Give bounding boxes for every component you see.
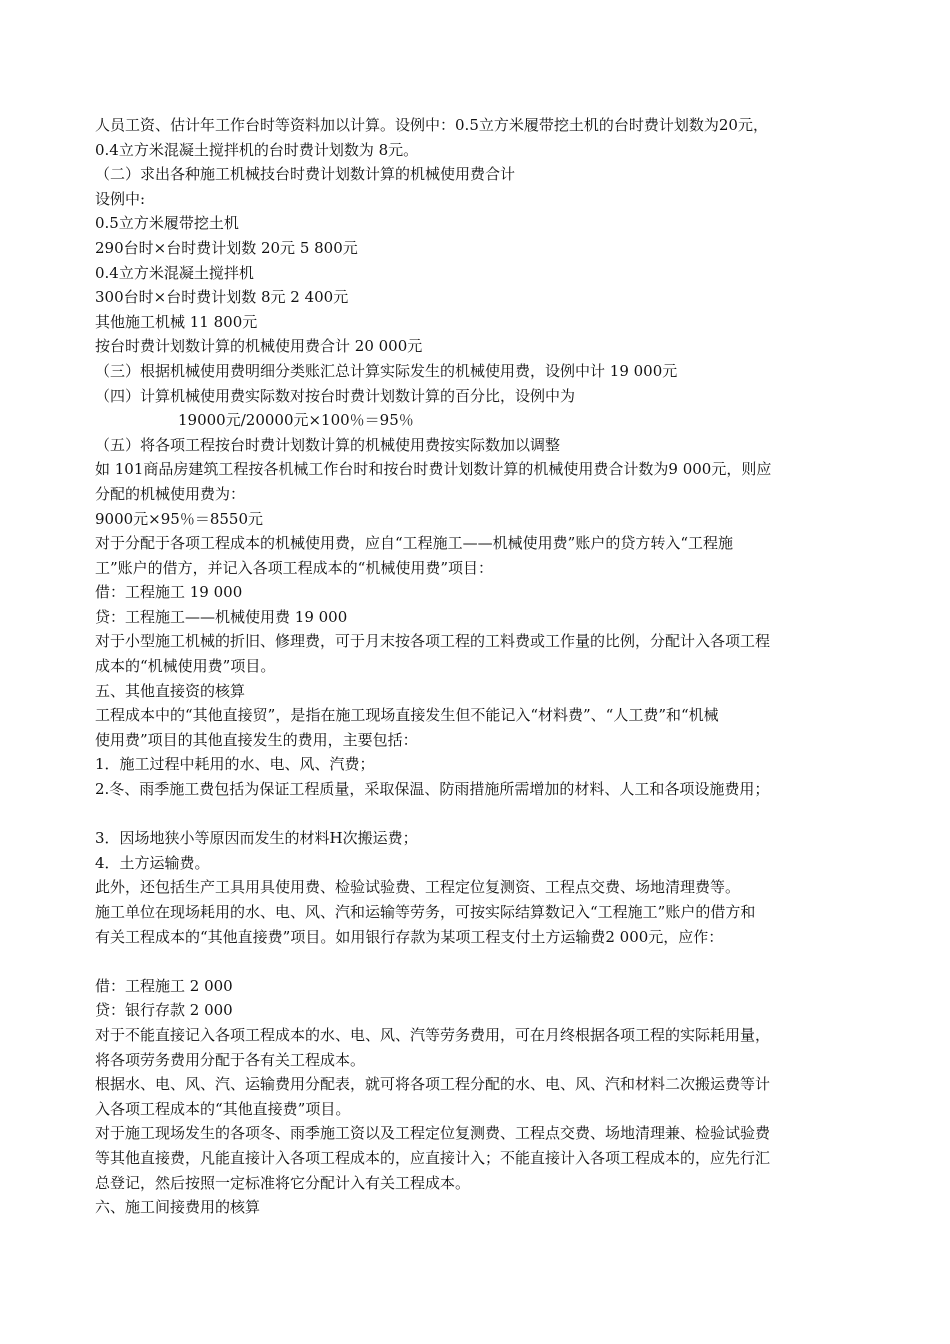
text-line: 对于分配于各项工程成本的机械使用费，应自“工程施工——机械使用费”账户的贷方转入“工程施 xyxy=(95,534,734,553)
journal-entry-line: 贷：工程施工——机械使用费 19 000 xyxy=(95,607,348,626)
text-line: 0.4立方米混凝土搅拌机 xyxy=(95,263,254,282)
text-line: 将各项劳务费用分配于各有关工程成本。 xyxy=(95,1050,366,1069)
text-line: 此外，还包括生产工具用具使用费、检验试验费、工程定位复测资、工程点交费、场地清理费等。 xyxy=(95,878,741,897)
text-line: 人员工资、估计年工作台时等资料加以计算。设例中：0.5立方米履带挖土机的台时费计划数为20元， xyxy=(95,116,768,134)
section-heading: （三）根据机械使用费明细分类账汇总计算实际发生的机械使用费，设例中计 19 000元 xyxy=(95,361,678,380)
text-line: 分配的机械使用费为： xyxy=(95,484,246,503)
list-item: 3．因场地狭小等原因而发生的材料H次搬运费； xyxy=(95,829,418,848)
formula-line: 19000元/20000元×100％＝95％ xyxy=(178,411,414,430)
section-heading: 五、其他直接资的核算 xyxy=(95,681,246,700)
text-line: 工程成本中的“其他直接贸”，是指在施工现场直接发生但不能记入“材料费”、“人工费”和“机械 xyxy=(95,706,719,725)
text-line: 使用费”项目的其他直接发生的费用，主要包括： xyxy=(95,730,418,749)
text-line: 对于施工现场发生的各项冬、雨季施工资以及工程定位复测费、工程点交费、场地清理兼、检验试验费 xyxy=(95,1124,771,1143)
text-line: 290台时×台时费计划数 20元 5 800元 xyxy=(95,238,358,257)
text-line: 等其他直接费，凡能直接计入各项工程成本的，应直接计入；不能直接计入各项工程成本的，应先行汇 xyxy=(95,1148,771,1167)
text-line: 如 101商品房建筑工程按各机械工作台时和按台时费计划数计算的机械使用费合计数为9 000元，则应 xyxy=(95,460,772,479)
text-line: 设例中: xyxy=(95,189,146,208)
text-line: 0.4立方米混凝土搅拌机的台时费计划数为 8元。 xyxy=(95,140,419,159)
text-line: 有关工程成本的“其他直接费”项目。如用银行存款为某项工程支付土方运输费2 000元，应作： xyxy=(95,927,724,946)
text-line: 入各项工程成本的“其他直接费”项目。 xyxy=(95,1099,351,1118)
text-line: 工”账户的借方，并记入各项工程成本的“机械使用费”项目： xyxy=(95,558,494,577)
text-line: 300台时×台时费计划数 8元 2 400元 xyxy=(95,288,349,307)
text-line: 其他施工机械 11 800元 xyxy=(95,312,258,331)
list-item: 4．土方运输费。 xyxy=(95,853,210,872)
text-line: 对于不能直接记入各项工程成本的水、电、风、汽等劳务费用，可在月终根据各项工程的实际耗用量， xyxy=(95,1025,771,1044)
formula-line: 9000元×95％＝8550元 xyxy=(95,509,264,528)
list-item: 1．施工过程中耗用的水、电、风、汽费； xyxy=(95,755,375,774)
document-page xyxy=(95,113,870,1220)
text-line: 按台时费计划数计算的机械使用费合计 20 000元 xyxy=(95,337,423,356)
blank-line xyxy=(95,949,870,974)
journal-entry-line: 借：工程施工 2 000 xyxy=(95,976,233,995)
text-line: 成本的“机械使用费”项目。 xyxy=(95,657,276,676)
journal-entry-line: 借：工程施工 19 000 xyxy=(95,583,243,602)
list-item: 2.冬、雨季施工费包括为保证工程质量，采取保温、防雨措施所需增加的材料、人工和各项设施费用； xyxy=(95,780,770,799)
section-heading: （四）计算机械使用费实际数对按台时费计划数计算的百分比，设例中为 xyxy=(95,386,576,405)
text-line: 0.5立方米履带挖土机 xyxy=(95,214,239,233)
text-line: 施工单位在现场耗用的水、电、风、汽和运输等劳务，可按实际结算数记入“工程施工”账户的借方和 xyxy=(95,903,756,921)
section-heading: （二）求出各种施工机械技台时费计划数计算的机械使用费合计 xyxy=(95,165,516,184)
text-line: 根据水、电、风、汽、运输费用分配表，就可将各项工程分配的水、电、风、汽和材料二次搬运费等计 xyxy=(95,1075,771,1094)
section-heading: 六、施工间接费用的核算 xyxy=(95,1198,261,1217)
text-line: 对于小型施工机械的折旧、修理费，可于月末按各项工程的工料费或工作量的比例，分配计入各项工程 xyxy=(95,632,771,651)
journal-entry-line: 贷：银行存款 2 000 xyxy=(95,1001,233,1020)
section-heading: （五）将各项工程按台时费计划数计算的机械使用费按实际数加以调整 xyxy=(95,435,561,454)
blank-line xyxy=(95,802,870,827)
text-line: 总登记，然后按照一定标准将它分配计入有关工程成本。 xyxy=(95,1173,471,1192)
